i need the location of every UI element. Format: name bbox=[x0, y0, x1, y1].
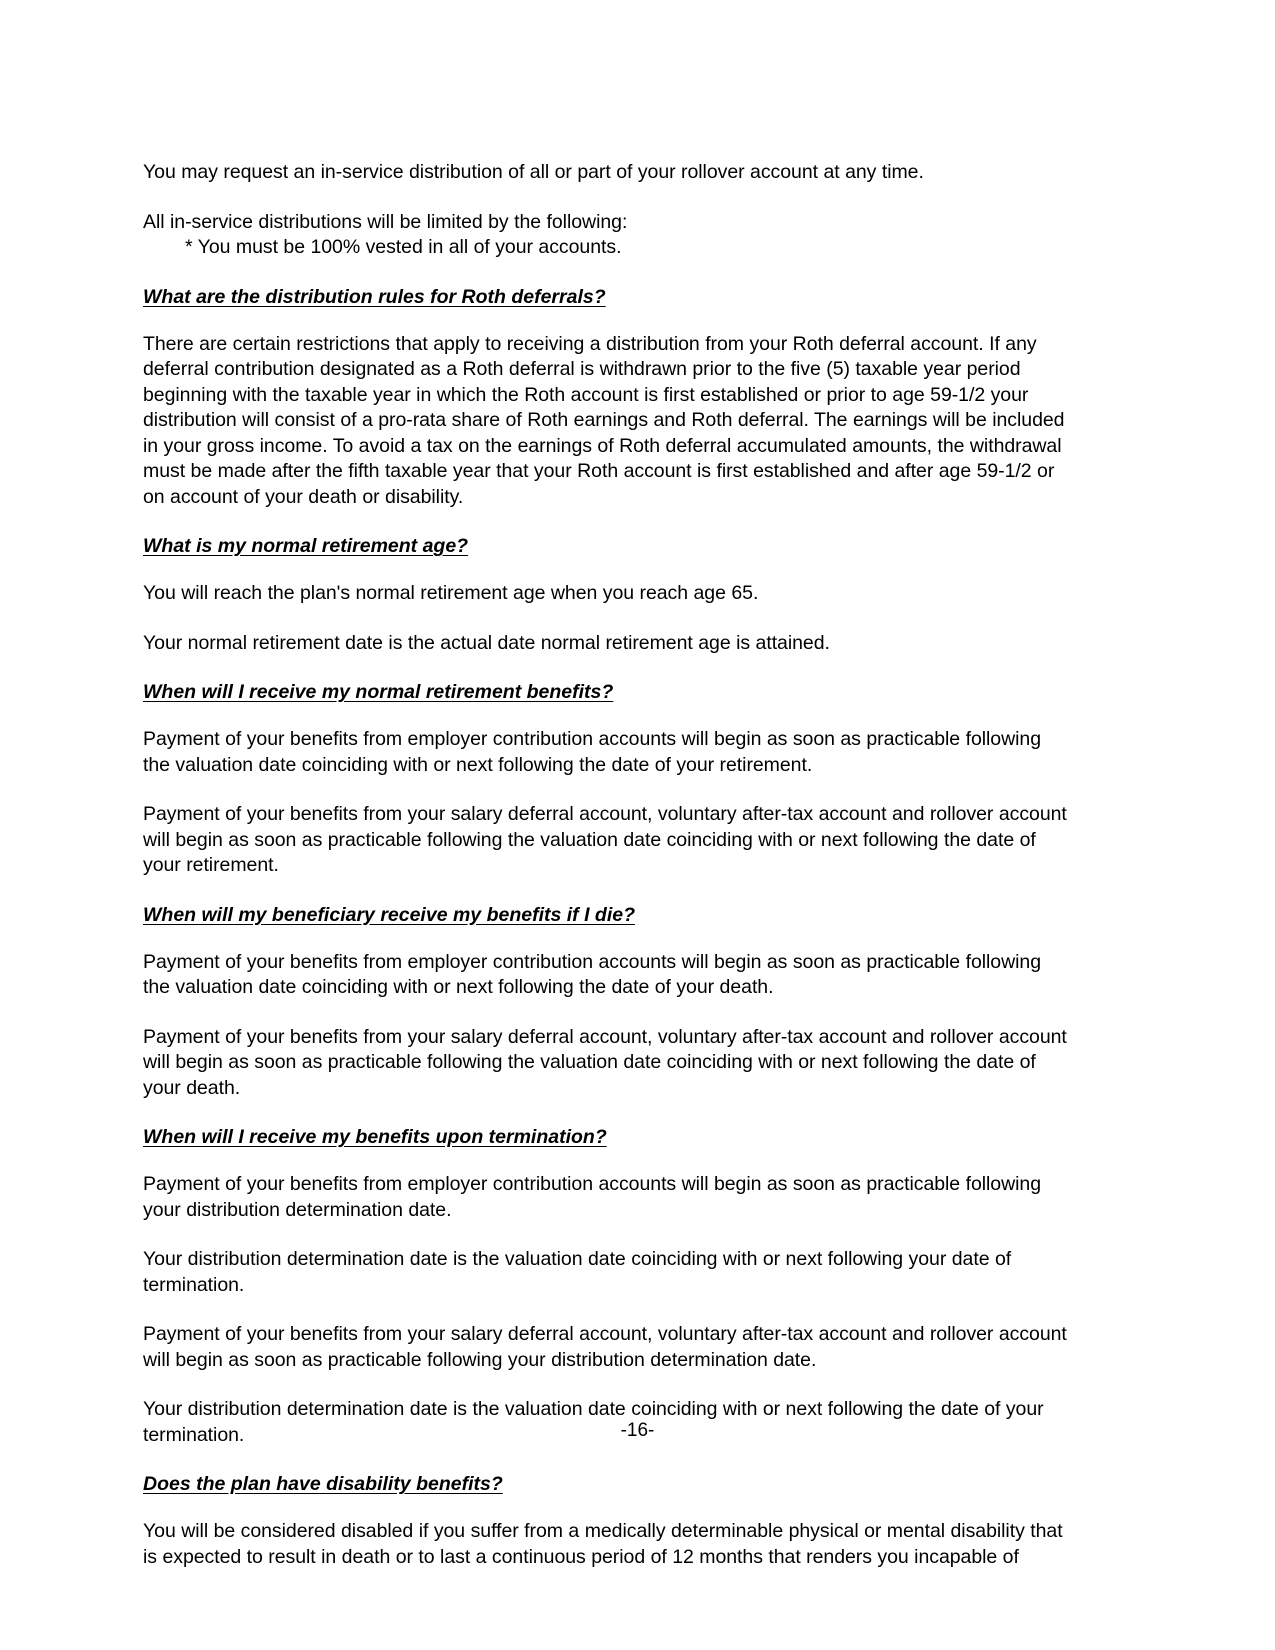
heading-normal-retirement-age-text: What is my normal retirement age? bbox=[143, 535, 469, 557]
heading-beneficiary-death-benefits-text: When will my beneficiary receive my benefits if I die? bbox=[143, 903, 635, 926]
paragraph-death-employer-accounts: Payment of your benefits from employer contribution accounts will begin as soon as practicable following the valuation date coinciding with or next following the date of your death. bbox=[143, 950, 1041, 998]
paragraph-roth-distribution-rules: There are certain restrictions that apply to receiving a distribution from your Roth deferral account. If any deferral contribution designated as a Roth deferral is withdrawn prior to the five (5) taxable year period beginning with the taxable year in which the Roth account is first established or prior to age 59-1/2 your distribution will consist of a pro-rata share of Roth earnings and Roth deferral. The earnings will be included in your gross income. To avoid a tax on the earnings of Roth deferral accumulated amounts, the withdrawal must be made after the fifth taxable year that your Roth account is first established and after age 59-1/2 or on account of your death or disability. bbox=[143, 332, 1065, 508]
heading-roth-distribution-rules bbox=[143, 285, 1071, 310]
paragraph-termination-determination-date-first: Your distribution determination date is the valuation date coinciding with or next following your date of termination. bbox=[143, 1248, 1012, 1296]
heading-termination-benefits bbox=[143, 1125, 1071, 1150]
paragraph-normal-retirement-age: You will reach the plan's normal retirement age when you reach age 65. bbox=[143, 582, 759, 604]
page-number-footer: -16- bbox=[620, 1420, 655, 1441]
inservice-limits-bullet: * You must be 100% vested in all of your accounts. bbox=[185, 236, 622, 258]
page-content bbox=[143, 160, 1071, 1594]
heading-normal-retirement-benefits bbox=[143, 680, 1071, 705]
paragraph-nrb-employer-accounts: Payment of your benefits from employer contribution accounts will begin as soon as practicable following the valuation date coinciding with or next following the date of your retirement. bbox=[143, 728, 1041, 776]
heading-normal-retirement-benefits-text: When will I receive my normal retirement benefits? bbox=[143, 681, 614, 703]
heading-roth-distribution-rules-text: What are the distribution rules for Roth deferrals? bbox=[143, 285, 606, 308]
heading-disability-benefits bbox=[143, 1472, 1071, 1497]
paragraph-normal-retirement-date: Your normal retirement date is the actual date normal retirement age is attained. bbox=[143, 631, 830, 654]
paragraph-nrb-salary-deferral: Payment of your benefits from your salary deferral account, voluntary after-tax account and rollover account will begin as soon as practicable following the valuation date coinciding with or next following the date of your retirement. bbox=[143, 803, 1067, 876]
inservice-limits-intro: All in-service distributions will be limited by the following: bbox=[143, 210, 628, 233]
heading-disability-benefits-text: Does the plan have disability benefits? bbox=[143, 1473, 503, 1495]
paragraph-disability-definition: You will be considered disabled if you suffer from a medically determinable physical or mental disability that is expected to result in death or to last a continuous period of 12 months that renders you incapable of bbox=[143, 1520, 1063, 1568]
paragraph-inservice-limits bbox=[143, 210, 1071, 261]
paragraph-termination-salary-deferral: Payment of your benefits from your salary deferral account, voluntary after-tax account and rollover account will begin as soon as practicable following your distribution determination date. bbox=[143, 1323, 1067, 1371]
paragraph-death-salary-deferral: Payment of your benefits from your salary deferral account, voluntary after-tax account and rollover account will begin as soon as practicable following the valuation date coinciding with or next following the date of your death. bbox=[143, 1025, 1067, 1099]
paragraph-termination-determination-date-second: Your distribution determination date is the valuation date coinciding with or next following the date of your termination. bbox=[143, 1398, 1044, 1446]
heading-normal-retirement-age bbox=[143, 534, 1071, 559]
paragraph-rollover-inservice: You may request an in-service distribution of all or part of your rollover account at any time. bbox=[143, 161, 924, 183]
heading-beneficiary-death-benefits bbox=[143, 903, 1071, 928]
paragraph-termination-employer-accounts: Payment of your benefits from employer contribution accounts will begin as soon as practicable following your distribution determination date. bbox=[143, 1173, 1041, 1221]
heading-termination-benefits-text: When will I receive my benefits upon termination? bbox=[143, 1126, 607, 1148]
